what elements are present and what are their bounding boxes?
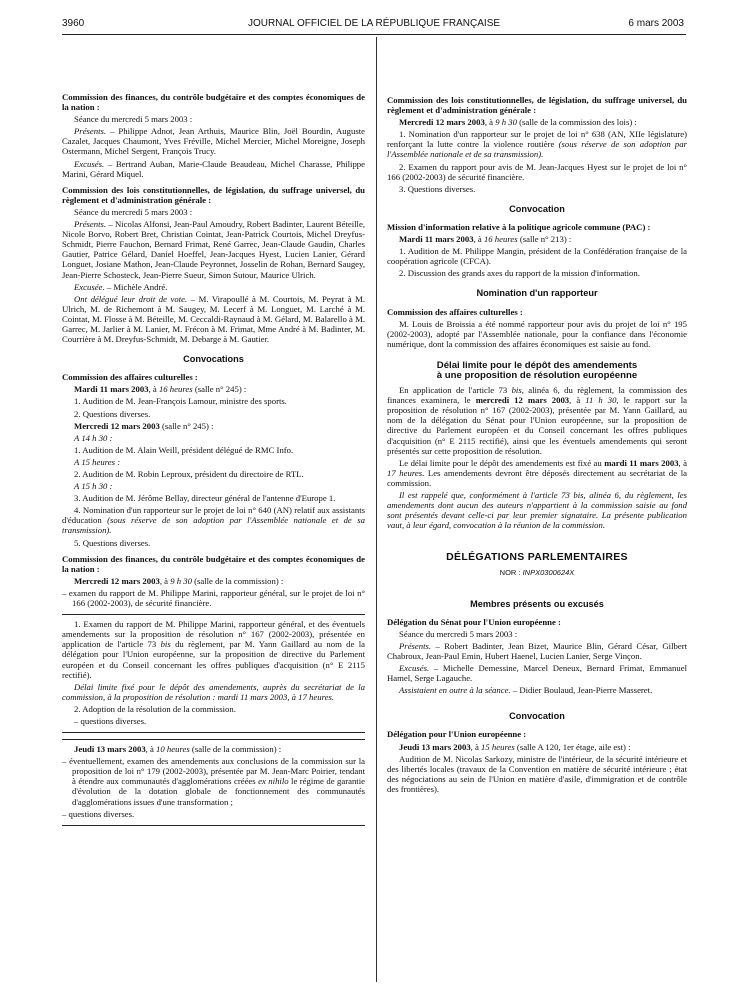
attendance-excuses [62,159,365,179]
text-run: , à [678,457,687,468]
deadline-time: 17 heures [387,467,423,478]
seance-line: Séance du mercredi 5 mars 2003 : [74,114,193,125]
deadline-heading-line1: Délai limite pour le dépôt des amendements [436,359,638,371]
section-title: Commission des lois constitutionnelles, de législation, du suffrage universel, du règlement et d'administration générale : [387,95,687,116]
meeting-room: (salle n° 245) : [159,420,214,431]
article-bis: bis [160,639,171,650]
deadline-date: mardi 11 mars 2003 [604,457,679,468]
agenda-text: le régime de garantie d'évolution de la dotation globale de fonctionnement des communautés d'agglomérations issues d'une transformation ; [72,776,365,807]
section-title: Commission des finances, du contrôle budgétaire et des comptes économiques de la nation : [62,553,365,574]
page-number: 3960 [62,18,85,29]
agenda-item: 2. Discussion des grands axes du rapport de la mission d'information. [399,268,640,279]
issue-date: 6 mars 2003 [628,18,684,29]
attendance-excuses [387,663,687,683]
presents-label: Présents. [399,640,432,651]
section-title: Délégation du Sénat pour l'Union européenne : [387,616,561,627]
presents-list: – Philippe Adnot, Jean Arthuis, Maurice Blin, Joël Bourdin, Auguste Cazalet, Jacques Chaumont, Yves Fréville, Michel Mercier, Michel Moreigne, Joseph Ostermann, Michel Sergent, François Trucy. [62,126,365,157]
text-run: En application de l'article 73 [399,385,512,396]
deadline-paragraph [387,458,687,488]
agenda-item: 3. Questions diverses. [399,183,476,194]
text-run: , alinéa 6, du règlement, la commission des finances examinera, le [387,385,687,406]
left-column [62,92,365,832]
meeting-time: 11 h 30 [585,395,617,406]
boxed-agenda [62,739,365,826]
attendance-presents [62,126,365,156]
delegations-heading: DÉLÉGATIONS PARLEMENTAIRES [446,551,628,564]
meeting-room: (salle n° 213) : [517,234,572,245]
members-heading: Membres présents ou excusés [470,598,604,609]
attendance-excusee [62,282,365,292]
agenda-item [62,756,365,806]
agenda-note: (sous réserve de son adoption par l'Assemblée nationale et de sa transmission). [62,515,365,536]
section-title: Commission des affaires culturelles : [387,306,523,317]
agenda-item: 2. Audition de M. Robin Leproux, président du directoire de RTL. [74,469,304,479]
meeting-date: Jeudi 13 mars 2003 [74,744,146,755]
meeting-line: Mardi 11 mars 2003, à 16 heures (salle n° 245) : [74,384,247,395]
nomination-text: M. Louis de Broissia a été nommé rapporteur pour avis du projet de loi n° 195 (2002-2003), adopté par l'Assemblée nationale, pour la confiance dans l'économie numérique, dont la commission des affaires économiques est saisie au fond. [387,318,687,349]
right-column [387,95,687,796]
meeting-room: (salle de la commission des lois) : [516,117,637,128]
proxy-label: Ont délégué leur droit de vote. [74,293,188,304]
reminder-note: Il est rappelé que, conformément à l'article 73 bis, alinéa 6, du règlement, les amendements dont aucun des auteurs n'appartient à la commission saisie au fond sont présentés devant celle-ci par leur premier signataire. La présente publication vaut, à leur égard, convocation à la réunion de la commission. [387,490,687,531]
attendance-presents [387,641,687,661]
time-slot: A 15 heures : [74,456,121,467]
convocations-heading: Convocations [183,354,244,365]
excuses-list: – Bertrand Auban, Marie-Claude Beaudeau, Michel Charasse, Philippe Marini, Gérard Miquel. [62,158,365,179]
meeting-line: Mercredi 12 mars 2003, à 9 h 30 (salle de la commission des lois) : [399,117,637,128]
article-bis: bis [511,385,522,396]
text-run: . Les amendements devront être déposés directement au secrétariat de la commission. [387,467,687,488]
nor-value: INPX0300624X [522,568,575,578]
meeting-time: 16 heures [158,384,193,395]
deadline-heading-line2: à une proposition de résolution européenne [436,369,638,381]
nor-reference [387,568,687,578]
agenda-item [62,619,365,680]
excuses-list: – Michelle Demessine, Marcel Deneux, Bernard Frimat, Emmanuel Hamel, Serge Lagauche. [387,663,687,684]
section-title: Commission des lois constitutionnelles, de législation, du suffrage universel, du règlement et d'administration générale : [62,184,365,205]
page-header [0,18,748,34]
proxy-list: – M. Virapoullé à M. Courtois, M. Peyrat à M. Ulrich, M. de Richemont à M. Saugey, M. Lecerf à M. Longuet, M. Larché à M. Cointat, M. Flosse à M. Béteille, M. Ceccaldi-Raynaud à M. Gélard, M. Balarello à M. Garrec, M. Jarlier à M. Lanier, M. Frécon à M. Frimat, Mme André à M. Badinter, M. Courrière à M. Dreyfus-Schmidt, M. Debarge à M. Gautier. [62,293,366,345]
column-divider [376,37,377,982]
meeting-line: Mardi 11 mars 2003, à 16 heures (salle n° 213) : [399,234,572,245]
meeting-time: 15 heures [481,741,515,752]
meeting-date: Mercredi 12 mars 2003 [74,420,160,431]
agenda-item: – questions diverses. [62,808,135,819]
boxed-agenda [62,614,365,733]
agenda-text: 4. Nomination d'un rapporteur sur le projet de loi n° 640 (AN) relatif aux assistants d'éducation [62,505,365,526]
meeting-time: 9 h 30 [170,575,192,586]
convocation-heading: Convocation [509,203,565,214]
header-rule [62,34,686,35]
meeting-room: (salle n° 245) : [192,384,247,395]
time-slot: A 15 h 30 : [74,481,113,492]
convocation-heading: Convocation [509,711,565,722]
meeting-time: 16 heures [483,234,518,245]
attendance-presents [62,219,365,280]
seance-line: Séance du mercredi 5 mars 2003 : [399,628,518,639]
agenda-italic: ex nihilo [258,776,289,787]
deadline-paragraph [387,385,687,456]
agenda-item: – examen du rapport de M. Philippe Marini, rapporteur général, sur le projet de loi n° 166 (2002-2003), de sécurité financière. [62,587,365,609]
meeting-date: Mardi 11 mars 2003 [74,384,149,395]
meeting-room: (salle de la commission) : [189,744,282,755]
assist-label: Assistaient en outre à la séance. [399,685,511,696]
agenda-item: – questions diverses. [74,715,147,726]
excusee-label: Excusée. [74,281,105,292]
assist-list: – Didier Boulaud, Jean-Pierre Masseret. [510,685,653,696]
excuses-label: Excusés. [74,158,105,169]
agenda-item: 3. Audition de M. Jérôme Bellay, directeur général de l'antenne d'Europe 1. [74,493,336,504]
meeting-date: mercredi 12 mars 2003 [475,395,570,406]
agenda-item: 2. Examen du rapport pour avis de M. Jean-Jacques Hyest sur le projet de loi n° 166 (2002-2003) de sécurité financière. [387,161,687,182]
meeting-line: Jeudi 13 mars 2003, à 15 heures (salle A 120, 1er étage, aile est) : [399,741,631,752]
agenda-text: du règlement, par M. Yann Gaillard au nom de la délégation pour l'Union européenne, sur la proposition de directive du Parlement européen et du Conseil concernant les offres publiques d'acquisition (n° E 2115 rectifié). [62,639,365,680]
agenda-item: 1. Audition de M. Philippe Mangin, président de la Confédération française de la coopération agricole (CFCA). [387,246,687,267]
presents-label: Présents. [74,219,107,230]
agenda-item [387,129,687,159]
agenda-item: 2. Adoption de la résolution de la commission. [74,703,236,714]
seance-line: Séance du mercredi 5 mars 2003 : [74,206,193,217]
agenda-item: 2. Questions diverses. [74,408,151,419]
agenda-item: 1. Audition de M. Jean-François Lamour, ministre des sports. [74,396,287,407]
agenda-item: 1. Audition de M. Alain Weill, président délégué de RMC Info. [74,444,294,455]
proxy-votes [62,294,365,344]
meeting-time: 9 h 30 [495,117,517,128]
meeting-line: Jeudi 13 mars 2003, à 10 heures (salle de la commission) : [74,744,282,755]
meeting-line: Mercredi 12 mars 2003, à 9 h 30 (salle de la commission) : [74,575,284,586]
meeting-date: Mardi 11 mars 2003 [399,234,474,245]
nomination-heading: Nomination d'un rapporteur [476,288,598,299]
presents-list: – Robert Badinter, Jean Bizet, Maurice Blin, Gérard César, Gilbert Chabroux, Jean-Paul Emin, Hubert Haenel, Lucien Lanier, Serge Vinçon. [387,640,687,661]
agenda-item: 5. Questions diverses. [74,537,151,548]
deadline-note: Délai limite fixé pour le dépôt des amendements, auprès du secrétariat de la commission, à la proposition de résolution : mardi 11 mars 2003, à 17 heures. [62,681,365,702]
excuses-label: Excusés. [399,663,430,674]
deadline-heading [387,361,687,381]
agenda-item [62,505,365,535]
attendance-assist [387,685,687,695]
agenda-item: Audition de M. Nicolas Sarkozy, ministre de l'intérieur, de la sécurité intérieure et des libertés locales (travaux de la Convention en matière de sécurité intérieure ; état des négociations au sein de l'Union en matière d'asile, d'immigration et de contrôle des frontières). [387,753,687,794]
meeting-date: Mercredi 12 mars 2003 [399,117,485,128]
meeting-date: Jeudi 13 mars 2003 [399,741,471,752]
text-run: Le délai limite pour le dépôt des amendements est fixé au [399,457,605,468]
agenda-text: – éventuellement, examen des amendements aux conclusions de la commission sur la proposition de loi n° 179 (2002-2003), présentée par M. Jean-Marc Poirier, tendant à étendre aux communautés d'agglomérations créées [62,756,365,787]
section-title: Délégation pour l'Union européenne : [387,729,527,740]
meeting-date: Mercredi 12 mars 2003 [74,575,160,586]
time-slot: A 14 h 30 : [74,432,113,443]
excusee-list: – Michèle André. [104,281,168,292]
meeting-room: (salle de la commission) : [191,575,284,586]
meeting-line [62,421,365,431]
presents-list: – Nicolas Alfonsi, Jean-Paul Amoudry, Robert Badinter, Laurent Béteille, Nicole Borvo, Robert Bret, Christian Cointat, Jean-Patrick Courtois, Michel Dreyfus-Schmidt, Pierre Fauchon, Bernard Frimat, René Garrec, Jean-Claude Gaudin, Charles Gautier, Patrice Gélard, Daniel Hoeffel, Jean-Jacques Hyest, Lucien Lanier, Gérard Longuet, Josiane Mathon, Jean-Claude Peyronnet, Josselin de Rohan, Bernard Saugey, Jean-Pierre Schosteck, Jean-Pierre Sueur, Simon Sutour, Maurice Ulrich. [62,219,365,280]
agenda-note: (sous réserve de son adoption par l'Assemblée nationale et de sa transmission). [387,139,687,160]
text-run: , le rapport sur la proposition de résolution n° 167 (2002-2003), présentée par M. Yann Gaillard, au nom de la délégation du Sénat pour l'Union européenne, sur la proposition de directive du Parlement européen et du Conseil concernant les offres publiques d'acquisition (n° E 2115 rectifié), ainsi que les éventuels amendements qui seront présentés sur cette proposition de résolution. [387,395,688,456]
agenda-text: 1. Examen du rapport de M. Philippe Marini, rapporteur général, et des éventuels amendements sur la proposition de résolution n° 167 (2002-2003), présentée en application de l'article 73 [62,619,365,650]
meeting-time: 10 heures [156,744,190,755]
text-run: , à [569,395,586,406]
meeting-room: (salle A 120, 1er étage, aile est) : [514,741,631,752]
section-title: Commission des finances, du contrôle budgétaire et des comptes économiques de la nation : [62,92,365,113]
agenda-text: 1. Nomination d'un rapporteur sur le projet de loi n° 638 (AN, XIIe législature) renforçant la lutte contre la violence routière [387,129,687,150]
section-title: Commission des affaires culturelles : [62,372,198,383]
journal-title: JOURNAL OFFICIEL DE LA RÉPUBLIQUE FRANÇAISE [247,18,501,29]
section-title: Mission d'information relative à la politique agricole commune (PAC) : [387,221,651,232]
nor-label: NOR : [499,568,523,578]
presents-label: Présents. [74,126,107,137]
